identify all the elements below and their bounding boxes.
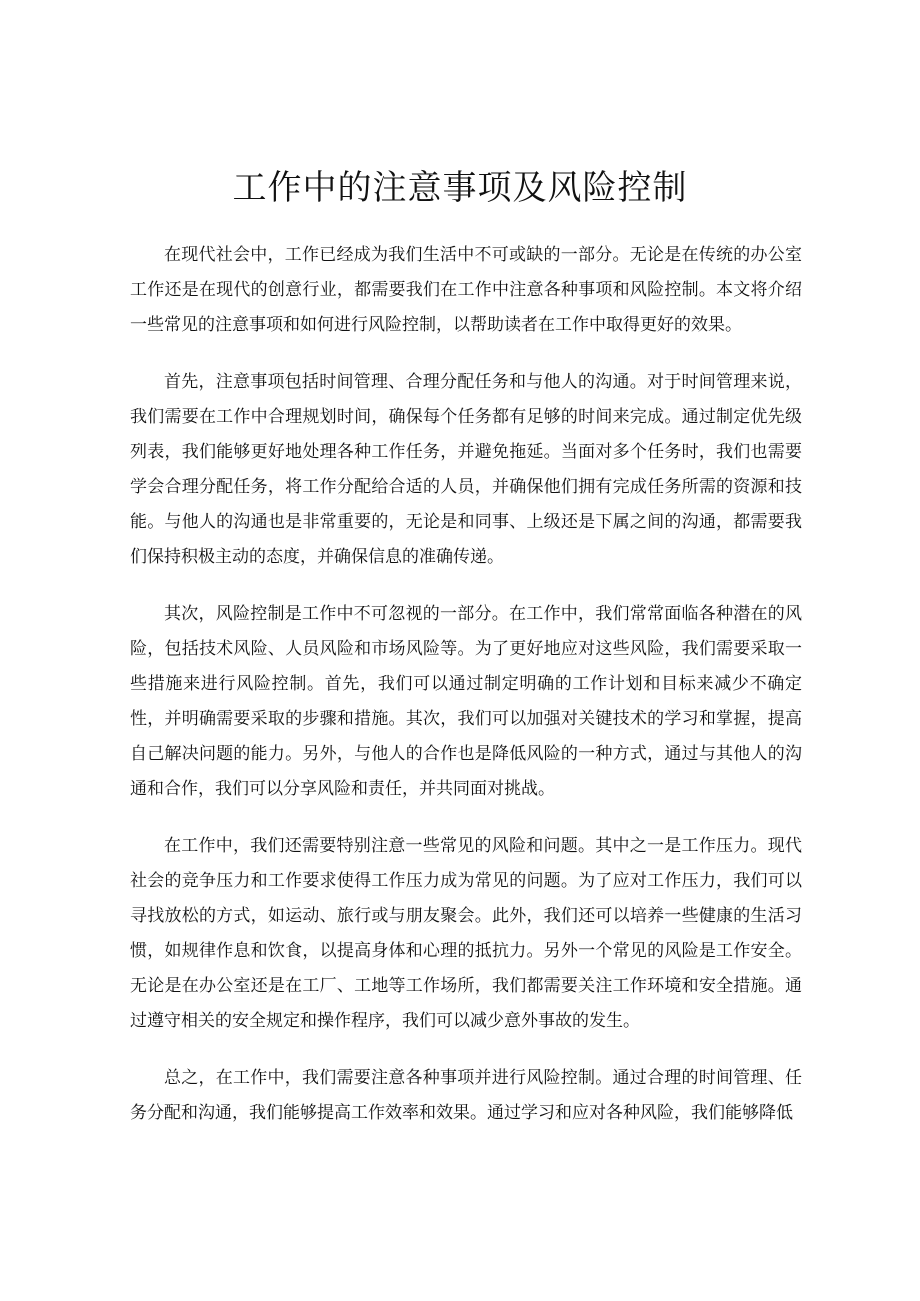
paragraph-common-risks: 在工作中，我们还需要特别注意一些常见的风险和问题。其中之一是工作压力。现代社会的竞争压力和工作要求使得工作压力成为常见的问题。为了应对工作压力，我们可以寻找放松的方式，如运动、旅行或与朋友聚会。此外，我们还可以培养一些健康的生活习惯，如规律作息和饮食，以提高身体和心理的抵抗力。另外一个常见的风险是工作安全。无论是在办公室还是在工厂、工地等工作场所，我们都需要关注工作环境和安全措施。通过遵守相关的安全规定和操作程序，我们可以减少意外事故的发生。 [130, 836, 802, 1031]
document-title: 工作中的注意事项及风险控制 [232, 168, 688, 208]
document-body [130, 238, 802, 1131]
paragraph-conclusion: 总之，在工作中，我们需要注意各种事项并进行风险控制。通过合理的时间管理、任务分配和沟通，我们能够提高工作效率和效果。通过学习和应对各种风险，我们能够降低 [130, 1068, 802, 1123]
paragraph-introduction: 在现代社会中，工作已经成为我们生活中不可或缺的一部分。无论是在传统的办公室工作还是在现代的创意行业，都需要我们在工作中注意各种事项和风险控制。本文将介绍一些常见的注意事项和如何进行风险控制，以帮助读者在工作中取得更好的效果。 [130, 245, 802, 335]
paragraph-precautions: 首先，注意事项包括时间管理、合理分配任务和与他人的沟通。对于时间管理来说，我们需要在工作中合理规划时间，确保每个任务都有足够的时间来完成。通过制定优先级列表，我们能够更好地处理各种工作任务，并避免拖延。当面对多个任务时，我们也需要学会合理分配任务，将工作分配给合适的人员，并确保他们拥有完成任务所需的资源和技能。与他人的沟通也是非常重要的，无论是和同事、上级还是下属之间的沟通，都需要我们保持积极主动的态度，并确保信息的准确传递。 [130, 372, 802, 567]
paragraph-risk-control: 其次，风险控制是工作中不可忽视的一部分。在工作中，我们常常面临各种潜在的风险，包括技术风险、人员风险和市场风险等。为了更好地应对这些风险，我们需要采取一些措施来进行风险控制。首先，我们可以通过制定明确的工作计划和目标来减少不确定性，并明确需要采取的步骤和措施。其次，我们可以加强对关键技术的学习和掌握，提高自己解决问题的能力。另外，与他人的合作也是降低风险的一种方式，通过与其他人的沟通和合作，我们可以分享风险和责任，并共同面对挑战。 [130, 604, 802, 799]
